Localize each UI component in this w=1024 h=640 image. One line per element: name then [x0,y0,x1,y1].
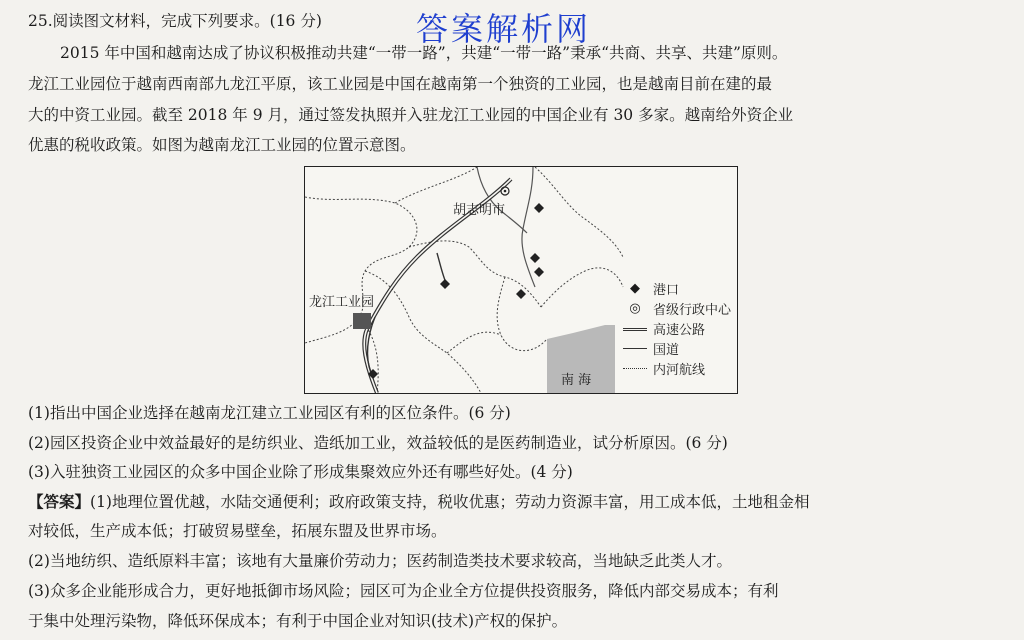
answer-3-line1: (3)众多企业能形成合力，更好地抵御市场风险；园区可为企业全方位提供投资服务，降低内部交易成本；有利 [28,582,779,600]
port-markers [368,203,544,379]
legend-national-road-label: 国道 [653,343,680,358]
industrial-park-marker [353,313,371,329]
capital-legend-icon: ◎ [629,301,641,316]
answer-3-line2: 于集中处理污染物，降低环保成本；有利于中国企业对知识(技术)产权的保护。 [28,612,568,630]
legend-capital [623,299,731,318]
legend-expressway [623,319,705,338]
watermark: 答案解析网 [416,10,592,48]
legend-port [623,279,679,298]
question-1: (1)指出中国企业选择在越南龙江建立工业园区有利的区位条件。(6 分) [28,404,511,422]
port-4 [516,289,526,299]
port-legend-icon: ◆ [630,281,640,296]
river-east [522,167,535,287]
port-1 [534,203,544,213]
capital-marker-inner [504,190,507,193]
answer-1-text: (1)地理位置优越，水陆交通便利；政府政策支持，税收优惠；劳动力资源丰富，用工成本低，土地租金相 [90,493,810,511]
boundary-4 [365,271,481,393]
answer-label: 【答案】 [28,492,91,511]
expressway-legend-icon [623,328,647,331]
port-3 [534,267,544,277]
legend-capital-label: 省级行政中心 [653,303,732,318]
boundary-2 [395,167,477,203]
material-paragraph-line1: 2015 年中国和越南达成了协议积极推动共建“一带一路”，共建“一带一路”秉承“共商、共享、共建”原则。 [60,44,788,62]
answer-1-line1 [28,491,998,513]
legend-national-road [623,339,679,358]
national-road-legend-icon [623,348,647,349]
sea-label: 南 海 [561,373,592,388]
location-map [304,166,738,394]
question-3: (3)入驻独资工业园区的众多中国企业除了形成集聚效应外还有哪些好处。(4 分) [28,463,573,481]
boundary-7 [541,268,623,307]
legend-port-label: 港口 [653,283,680,298]
material-paragraph-line3: 大的中资工业园。截至 2018 年 9 月，通过签发执照并入驻龙江工业园的中国企业有 30 多家。越南给外资企业 [28,106,794,124]
boundary-9 [447,332,501,353]
river-route-legend-icon [623,368,647,369]
port-5 [440,279,450,289]
question-2: (2)园区投资企业中效益最好的是纺织业、造纸加工业，效益较低的是医药制造业，试分析原因。(6 分) [28,434,728,452]
answer-2: (2)当地纺织、造纸原料丰富；该地有大量廉价劳动力；医药制造类技术要求较高，当地缺乏此类人才。 [28,552,732,570]
city-label: 胡志明市 [453,203,506,218]
legend-river-route-label: 内河航线 [653,363,706,378]
answer-1-line2: 对较低，生产成本低；打破贸易壁垒，拓展东盟及世界市场。 [28,522,447,540]
legend-expressway-label: 高速公路 [653,323,706,338]
boundary-6 [497,277,547,351]
port-2 [530,253,540,263]
question-header: 25.阅读图文材料，完成下列要求。(16 分) [28,12,322,30]
material-paragraph-line4: 优惠的税收政策。如图为越南龙江工业园的位置示意图。 [28,136,416,154]
legend-river-route [623,359,705,378]
material-paragraph-line2: 龙江工业园位于越南西南部九龙江平原，该工业园是中国在越南第一个独资的工业园，也是越南目前在建的最 [28,75,773,93]
boundary-8 [535,167,623,257]
park-label: 龙江工业园 [309,295,375,310]
